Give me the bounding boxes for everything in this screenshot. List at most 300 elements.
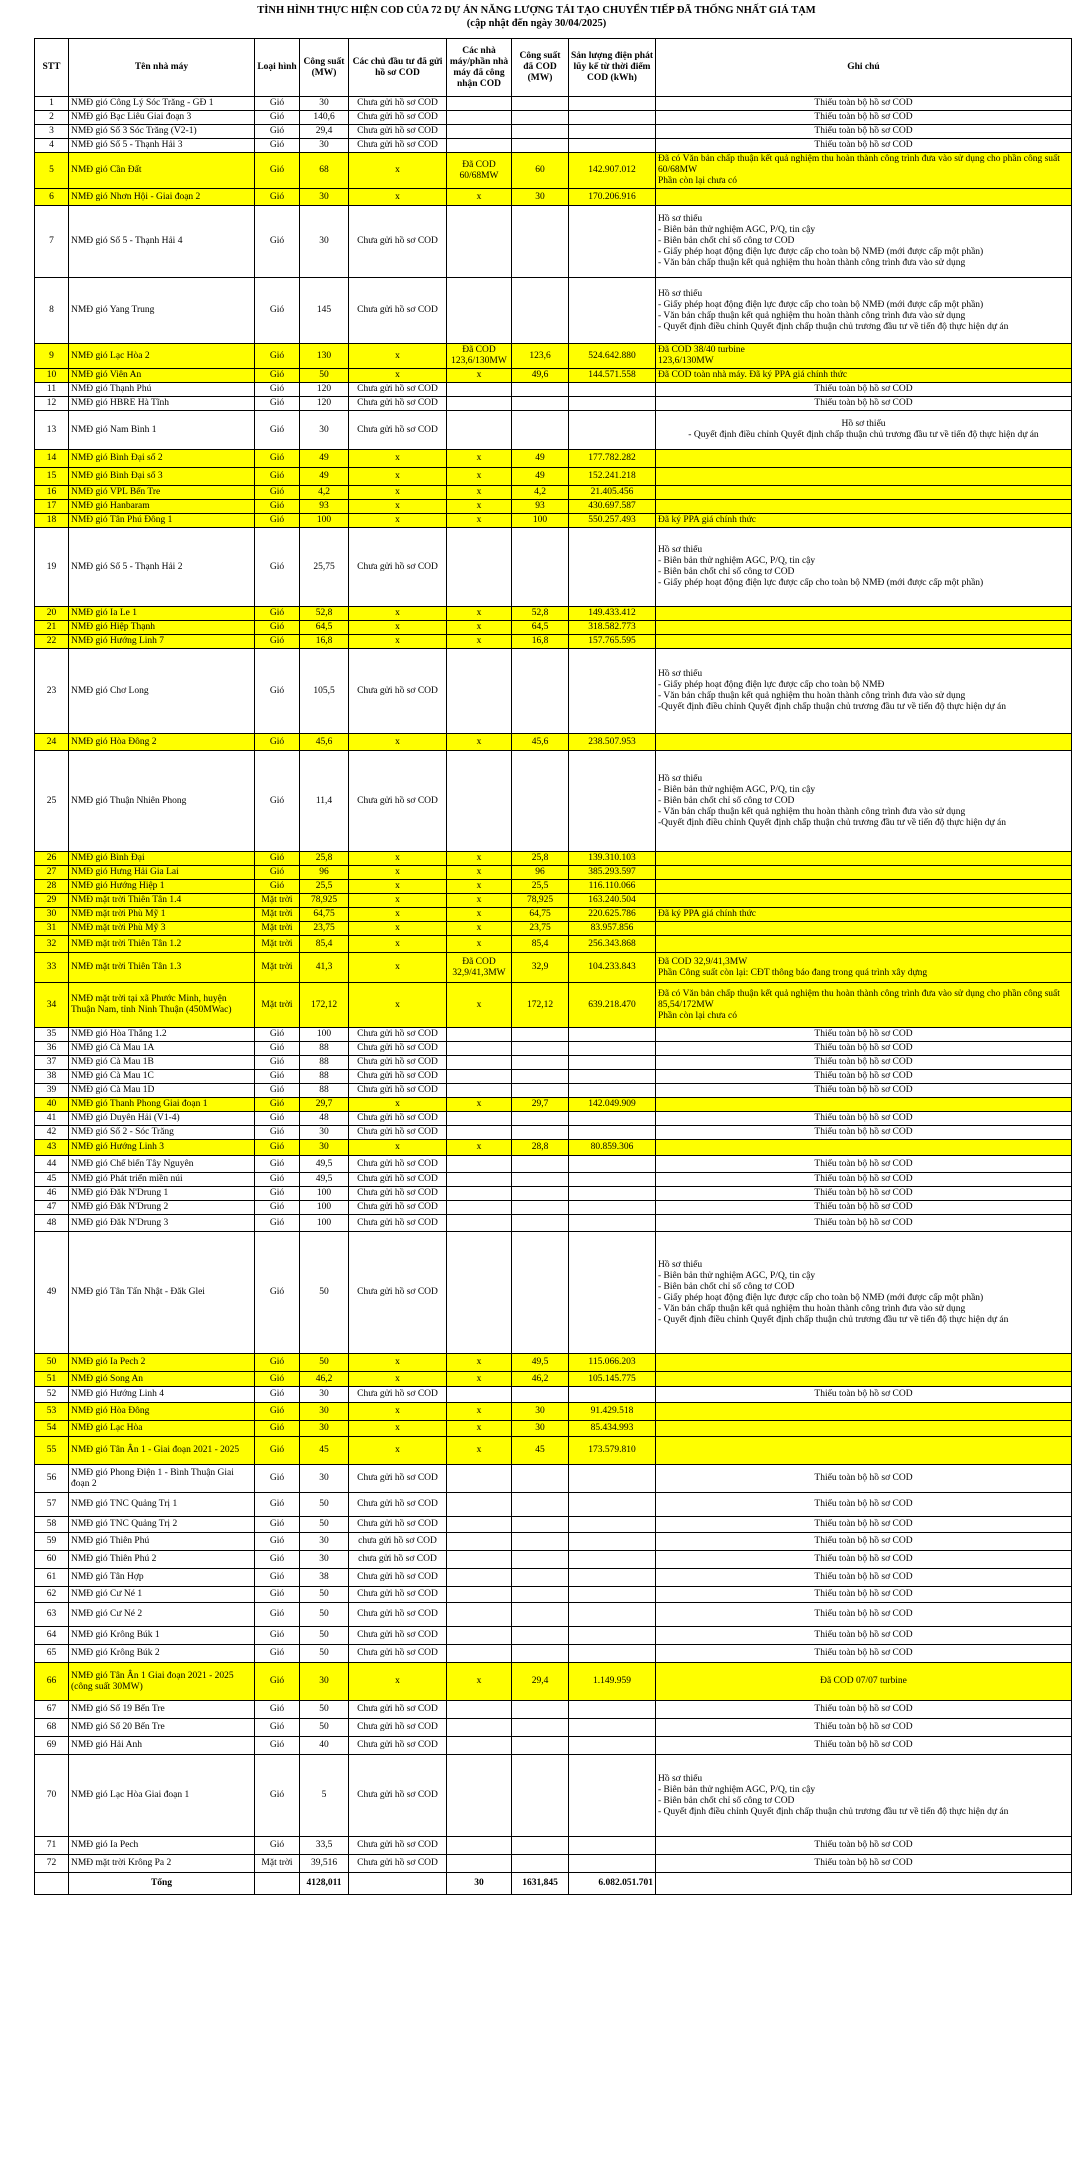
cell-energy (569, 1837, 656, 1855)
cell-sent-status: Chưa gửi hồ sơ COD (349, 1387, 447, 1403)
cell-cod-capacity: 4,2 (512, 486, 569, 500)
cell-type: Gió (255, 383, 300, 397)
cell-type: Gió (255, 139, 300, 153)
cell-recognized (447, 1232, 512, 1354)
cell-capacity: 48 (300, 1112, 349, 1126)
cell-type: Gió (255, 852, 300, 866)
cell-cod-capacity (512, 1156, 569, 1173)
cell-note (656, 450, 1072, 468)
table-row (35, 344, 1072, 369)
cell-note: Thiếu toàn bộ hồ sơ COD (656, 1493, 1072, 1517)
cell-energy: 177.782.282 (569, 450, 656, 468)
cell-plant-name: NMĐ mặt trời Phù Mỹ 1 (69, 908, 255, 922)
cell-sent-status: Chưa gửi hồ sơ COD (349, 97, 447, 111)
cell-sent-status: Chưa gửi hồ sơ COD (349, 1028, 447, 1042)
table-row (35, 1070, 1072, 1084)
total-energy: 6.082.051.701 (569, 1873, 656, 1895)
cell-capacity: 50 (300, 1517, 349, 1533)
cell-recognized (447, 649, 512, 734)
cell-type: Gió (255, 1627, 300, 1645)
cell-plant-name: NMĐ gió Tân Hợp (69, 1569, 255, 1587)
cell-sent-status: x (349, 1372, 447, 1387)
cell-stt: 11 (35, 383, 69, 397)
cell-sent-status: x (349, 936, 447, 953)
header-cod-capacity: Công suất đã COD (MW) (512, 39, 569, 97)
cell-stt: 70 (35, 1755, 69, 1837)
table-row (35, 514, 1072, 528)
cell-type: Gió (255, 97, 300, 111)
cell-sent-status: chưa gửi hồ sơ COD (349, 1533, 447, 1551)
cell-capacity: 30 (300, 1403, 349, 1421)
cell-cod-capacity (512, 649, 569, 734)
cell-sent-status: x (349, 635, 447, 649)
table-row (35, 97, 1072, 111)
cell-sent-status: Chưa gửi hồ sơ COD (349, 1493, 447, 1517)
table-row (35, 125, 1072, 139)
cell-recognized: Đã COD 60/68MW (447, 153, 512, 189)
table-row (35, 1112, 1072, 1126)
cell-recognized (447, 97, 512, 111)
cell-note (656, 866, 1072, 880)
cell-type: Gió (255, 1354, 300, 1372)
table-row (35, 1215, 1072, 1232)
table-row (35, 1755, 1072, 1837)
cell-cod-capacity (512, 206, 569, 278)
cell-stt: 7 (35, 206, 69, 278)
cell-note: Hồ sơ thiếu - Giấy phép hoạt động điện lực được cấp cho toàn bộ NMĐ (mới được cấp một phần) - Văn bản chấp thuận kết quả nghiệm thu hoàn thành công trình đưa vào sử dụng - Quyết định điều chỉnh Quyết định chấp thuận chủ trương đầu tư về tiến độ thực hiện dự án (656, 278, 1072, 344)
cell-stt: 5 (35, 153, 69, 189)
cell-stt: 63 (35, 1603, 69, 1627)
cell-stt: 60 (35, 1551, 69, 1569)
cell-note: Hồ sơ thiếu - Biên bản thử nghiệm AGC, P/Q, tin cậy - Biên bản chốt chỉ số công tơ COD - Giấy phép hoạt động điện lực được cấp cho toàn bộ NMĐ (mới được cấp một phần) - Văn bản chấp thuận kết quả nghiệm thu hoàn thành công trình đưa vào sử dụng (656, 206, 1072, 278)
cell-energy: 139.310.103 (569, 852, 656, 866)
cell-energy: 142.049.909 (569, 1098, 656, 1112)
cell-plant-name: NMĐ gió Cà Mau 1D (69, 1084, 255, 1098)
table-row (35, 1084, 1072, 1098)
cell-recognized (447, 1042, 512, 1056)
cell-type: Gió (255, 1719, 300, 1737)
cell-note: Hồ sơ thiếu - Biên bản thử nghiệm AGC, P/Q, tin cậy - Biên bản chốt chỉ số công tơ COD - Giấy phép hoạt động điện lực được cấp cho toàn bộ NMĐ (mới được cấp một phần) (656, 528, 1072, 607)
cell-capacity: 50 (300, 1587, 349, 1603)
cell-stt: 28 (35, 880, 69, 894)
cell-recognized (447, 1201, 512, 1215)
cell-recognized (447, 111, 512, 125)
cell-recognized (447, 1465, 512, 1493)
cell-cod-capacity: 25,8 (512, 852, 569, 866)
cell-cod-capacity: 45,6 (512, 734, 569, 751)
cell-recognized (447, 411, 512, 450)
cell-note: Thiếu toàn bộ hồ sơ COD (656, 1855, 1072, 1873)
cell-capacity: 30 (300, 206, 349, 278)
cell-type: Gió (255, 1201, 300, 1215)
cell-type: Gió (255, 528, 300, 607)
cell-plant-name: NMĐ mặt trời Thiên Tân 1.3 (69, 953, 255, 983)
cell-type: Gió (255, 1837, 300, 1855)
table-row (35, 866, 1072, 880)
cell-type: Gió (255, 1028, 300, 1042)
table-row (35, 1437, 1072, 1465)
cell-note: Hồ sơ thiếu - Quyết định điều chỉnh Quyết định chấp thuận chủ trương đầu tư về tiến độ thực hiện dự án (656, 411, 1072, 450)
cell-stt: 46 (35, 1187, 69, 1201)
cell-recognized: Đã COD 32,9/41,3MW (447, 953, 512, 983)
cell-energy: 91.429.518 (569, 1403, 656, 1421)
cell-plant-name: NMĐ gió Đăk N'Drung 1 (69, 1187, 255, 1201)
cell-recognized (447, 1070, 512, 1084)
cell-energy (569, 1517, 656, 1533)
cell-note: Thiếu toàn bộ hồ sơ COD (656, 383, 1072, 397)
cell-recognized: x (447, 1140, 512, 1156)
cell-note: Thiếu toàn bộ hồ sơ COD (656, 1215, 1072, 1232)
cell-sent-status: Chưa gửi hồ sơ COD (349, 1201, 447, 1215)
cell-capacity: 30 (300, 1551, 349, 1569)
cell-energy: 83.957.856 (569, 922, 656, 936)
cell-cod-capacity: 32,9 (512, 953, 569, 983)
cell-sent-status: Chưa gửi hồ sơ COD (349, 1719, 447, 1737)
cell-energy (569, 1084, 656, 1098)
cell-cod-capacity: 123,6 (512, 344, 569, 369)
cell-capacity: 50 (300, 1645, 349, 1663)
cell-sent-status: x (349, 1354, 447, 1372)
cell-cod-capacity: 85,4 (512, 936, 569, 953)
cell-cod-capacity (512, 1737, 569, 1755)
table-row (35, 922, 1072, 936)
table-row (35, 111, 1072, 125)
cell-capacity: 5 (300, 1755, 349, 1837)
cell-sent-status: x (349, 607, 447, 621)
cell-note: Thiếu toàn bộ hồ sơ COD (656, 1701, 1072, 1719)
cell-cod-capacity: 49 (512, 468, 569, 486)
cell-energy: 1.149.959 (569, 1663, 656, 1701)
cell-type: Gió (255, 607, 300, 621)
cell-recognized: x (447, 369, 512, 383)
cell-capacity: 100 (300, 1028, 349, 1042)
cell-note: Thiếu toàn bộ hồ sơ COD (656, 1465, 1072, 1493)
cell-stt: 53 (35, 1403, 69, 1421)
cell-plant-name: NMĐ gió Hanbaram (69, 500, 255, 514)
cell-type: Gió (255, 734, 300, 751)
cell-sent-status: Chưa gửi hồ sơ COD (349, 1837, 447, 1855)
cell-energy (569, 1070, 656, 1084)
table-row (35, 649, 1072, 734)
cell-recognized: x (447, 607, 512, 621)
cell-sent-status: x (349, 514, 447, 528)
cell-stt: 68 (35, 1719, 69, 1737)
cell-type: Gió (255, 1070, 300, 1084)
cell-energy: 21.405.456 (569, 486, 656, 500)
cell-plant-name: NMĐ gió Tân Ân 1 Giai đoạn 2021 - 2025 (công suất 30MW) (69, 1663, 255, 1701)
cell-recognized (447, 1084, 512, 1098)
table-row (35, 880, 1072, 894)
cell-recognized (447, 1627, 512, 1645)
cell-type: Gió (255, 1569, 300, 1587)
table-row (35, 206, 1072, 278)
cell-type: Mặt trời (255, 922, 300, 936)
table-row (35, 1140, 1072, 1156)
cell-stt: 57 (35, 1493, 69, 1517)
cell-sent-status: Chưa gửi hồ sơ COD (349, 1070, 447, 1084)
cell-note (656, 936, 1072, 953)
cell-note: Hồ sơ thiếu - Biên bản thử nghiệm AGC, P/Q, tin cậy - Biên bản chốt chỉ số công tơ COD - Văn bản chấp thuận kết quả nghiệm thu hoàn thành công trình đưa vào sử dụng -Quyết định điều chỉnh Quyết định chấp thuận chủ trương đầu tư về tiến độ thực hiện dự án (656, 751, 1072, 852)
cell-capacity: 52,8 (300, 607, 349, 621)
cell-recognized (447, 1837, 512, 1855)
cell-plant-name: NMĐ gió Thiên Phú (69, 1533, 255, 1551)
cell-cod-capacity (512, 1855, 569, 1873)
cell-type: Gió (255, 514, 300, 528)
cell-plant-name: NMĐ gió Thạnh Phú (69, 383, 255, 397)
cell-energy: 105.145.775 (569, 1372, 656, 1387)
cell-energy (569, 1737, 656, 1755)
cell-cod-capacity (512, 1517, 569, 1533)
cell-plant-name: NMĐ gió Hướng Linh 4 (69, 1387, 255, 1403)
table-row (35, 1126, 1072, 1140)
cell-stt: 54 (35, 1421, 69, 1437)
cell-type: Gió (255, 1173, 300, 1187)
cell-energy (569, 1755, 656, 1837)
cell-sent-status: x (349, 486, 447, 500)
cell-stt: 62 (35, 1587, 69, 1603)
cell-note: Thiếu toàn bộ hồ sơ COD (656, 1627, 1072, 1645)
cell-stt: 66 (35, 1663, 69, 1701)
cell-energy: 152.241.218 (569, 468, 656, 486)
cell-cod-capacity (512, 1719, 569, 1737)
cell-type: Gió (255, 1126, 300, 1140)
cell-sent-status: Chưa gửi hồ sơ COD (349, 1173, 447, 1187)
cell-capacity: 29,7 (300, 1098, 349, 1112)
cell-recognized: x (447, 936, 512, 953)
cell-energy (569, 1232, 656, 1354)
cell-capacity: 30 (300, 1421, 349, 1437)
cell-recognized: x (447, 189, 512, 206)
table-row (35, 528, 1072, 607)
cell-plant-name: NMĐ gió Cà Mau 1A (69, 1042, 255, 1056)
cell-cod-capacity: 49 (512, 450, 569, 468)
cell-energy (569, 1215, 656, 1232)
cell-type: Gió (255, 486, 300, 500)
cell-sent-status: Chưa gửi hồ sơ COD (349, 1737, 447, 1755)
cell-sent-status: x (349, 953, 447, 983)
cell-recognized: x (447, 621, 512, 635)
cell-note: Thiếu toàn bộ hồ sơ COD (656, 1156, 1072, 1173)
cell-note: Thiếu toàn bộ hồ sơ COD (656, 1187, 1072, 1201)
cell-cod-capacity (512, 1042, 569, 1056)
cell-type: Gió (255, 880, 300, 894)
cell-recognized (447, 1493, 512, 1517)
cell-type: Gió (255, 1493, 300, 1517)
cell-type: Gió (255, 1551, 300, 1569)
cell-capacity: 33,5 (300, 1837, 349, 1855)
table-row (35, 1173, 1072, 1187)
cell-plant-name: NMĐ gió Phát triển miền núi (69, 1173, 255, 1187)
cell-sent-status: Chưa gửi hồ sơ COD (349, 139, 447, 153)
cell-energy (569, 411, 656, 450)
cell-cod-capacity (512, 1112, 569, 1126)
cell-recognized (447, 1645, 512, 1663)
table-row (35, 1387, 1072, 1403)
cell-cod-capacity (512, 1387, 569, 1403)
cell-stt: 12 (35, 397, 69, 411)
cell-note: Thiếu toàn bộ hồ sơ COD (656, 1719, 1072, 1737)
cell-plant-name: NMĐ gió Yang Trung (69, 278, 255, 344)
cell-type: Gió (255, 1517, 300, 1533)
table-row (35, 189, 1072, 206)
header-recognized: Các nhà máy/phần nhà máy đã công nhận COD (447, 39, 512, 97)
cell-plant-name: NMĐ gió Ia Pech (69, 1837, 255, 1855)
cell-plant-name: NMĐ gió Nhơn Hội - Giai đoạn 2 (69, 189, 255, 206)
cell-sent-status: Chưa gửi hồ sơ COD (349, 751, 447, 852)
cell-capacity: 50 (300, 1232, 349, 1354)
cell-plant-name: NMĐ gió Cà Mau 1B (69, 1056, 255, 1070)
header-capacity: Công suất (MW) (300, 39, 349, 97)
cell-note: Đã có Văn bản chấp thuận kết quả nghiệm thu hoàn thành công trình đưa vào sử dụng cho phần công suất 60/68MW Phần còn lại chưa có (656, 153, 1072, 189)
cell-cod-capacity (512, 397, 569, 411)
cell-type: Gió (255, 397, 300, 411)
cell-sent-status: Chưa gửi hồ sơ COD (349, 1056, 447, 1070)
cell-plant-name: NMĐ gió Số 5 - Thạnh Hải 3 (69, 139, 255, 153)
cell-stt: 64 (35, 1627, 69, 1645)
header-name: Tên nhà máy (69, 39, 255, 97)
cell-plant-name: NMĐ gió Duyên Hải (V1-4) (69, 1112, 255, 1126)
cell-cod-capacity: 30 (512, 1421, 569, 1437)
cell-capacity: 25,8 (300, 852, 349, 866)
cell-note: Thiếu toàn bộ hồ sơ COD (656, 125, 1072, 139)
cell-energy (569, 206, 656, 278)
cell-stt: 39 (35, 1084, 69, 1098)
cell-recognized: x (447, 1437, 512, 1465)
cell-type: Gió (255, 344, 300, 369)
cell-sent-status: Chưa gửi hồ sơ COD (349, 411, 447, 450)
cell-type: Gió (255, 1737, 300, 1755)
cell-recognized: x (447, 1403, 512, 1421)
cell-note (656, 635, 1072, 649)
cell-stt: 27 (35, 866, 69, 880)
cell-energy (569, 1719, 656, 1737)
cell-sent-status: Chưa gửi hồ sơ COD (349, 1232, 447, 1354)
cell-recognized (447, 528, 512, 607)
cell-plant-name: NMĐ gió Thuận Nhiên Phong (69, 751, 255, 852)
cell-type: Gió (255, 649, 300, 734)
cell-sent-status: Chưa gửi hồ sơ COD (349, 1627, 447, 1645)
cell-capacity: 25,5 (300, 880, 349, 894)
cell-capacity: 145 (300, 278, 349, 344)
cell-energy: 115.066.203 (569, 1354, 656, 1372)
cell-stt: 56 (35, 1465, 69, 1493)
cell-plant-name: NMĐ gió TNC Quảng Trị 1 (69, 1493, 255, 1517)
cell-energy (569, 1855, 656, 1873)
table-row (35, 1533, 1072, 1551)
cell-energy (569, 1156, 656, 1173)
cell-cod-capacity: 28,8 (512, 1140, 569, 1156)
table-row (35, 1354, 1072, 1372)
cell-type: Gió (255, 1437, 300, 1465)
cell-type: Gió (255, 278, 300, 344)
cell-plant-name: NMĐ gió Chơ Long (69, 649, 255, 734)
table-row (35, 621, 1072, 635)
cell-recognized (447, 1156, 512, 1173)
cell-energy (569, 139, 656, 153)
cell-capacity: 50 (300, 1627, 349, 1645)
cell-cod-capacity (512, 97, 569, 111)
cell-type: Gió (255, 1232, 300, 1354)
cell-energy (569, 1201, 656, 1215)
header-energy: Sản lượng điện phát lũy kế từ thời điểm COD (kWh) (569, 39, 656, 97)
cell-plant-name: NMĐ gió Số 5 - Thạnh Hải 4 (69, 206, 255, 278)
table-row (35, 1855, 1072, 1873)
cell-capacity: 172,12 (300, 983, 349, 1028)
cell-type: Gió (255, 1372, 300, 1387)
cell-note: Thiếu toàn bộ hồ sơ COD (656, 1042, 1072, 1056)
cell-type: Gió (255, 1465, 300, 1493)
cell-plant-name: NMĐ gió Ia Pech 2 (69, 1354, 255, 1372)
cell-plant-name: NMĐ gió Krông Búk 1 (69, 1627, 255, 1645)
cell-capacity: 50 (300, 1701, 349, 1719)
cell-stt: 35 (35, 1028, 69, 1042)
cell-stt: 10 (35, 369, 69, 383)
cell-cod-capacity (512, 139, 569, 153)
cell-type: Gió (255, 450, 300, 468)
cell-note: Thiếu toàn bộ hồ sơ COD (656, 1837, 1072, 1855)
cell-type: Gió (255, 468, 300, 486)
cell-stt: 34 (35, 983, 69, 1028)
cell-recognized: x (447, 1421, 512, 1437)
table-row (35, 751, 1072, 852)
cell-energy: 430.697.587 (569, 500, 656, 514)
cell-recognized (447, 1719, 512, 1737)
cell-cod-capacity: 16,8 (512, 635, 569, 649)
cell-sent-status: Chưa gửi hồ sơ COD (349, 1569, 447, 1587)
cell-capacity: 105,5 (300, 649, 349, 734)
cell-cod-capacity (512, 1465, 569, 1493)
table-row (35, 894, 1072, 908)
cell-stt: 19 (35, 528, 69, 607)
cell-sent-status: Chưa gửi hồ sơ COD (349, 397, 447, 411)
cell-note (656, 1354, 1072, 1372)
cell-cod-capacity: 96 (512, 866, 569, 880)
cell-energy (569, 278, 656, 344)
cell-energy: 256.343.868 (569, 936, 656, 953)
header-row (35, 39, 1072, 97)
cell-note: Đã COD 38/40 turbine 123,6/130MW (656, 344, 1072, 369)
cell-recognized (447, 1173, 512, 1187)
cell-plant-name: NMĐ gió HBRE Hà Tĩnh (69, 397, 255, 411)
cell-energy: 550.257.493 (569, 514, 656, 528)
cell-plant-name: NMĐ mặt trời Thiên Tân 1.2 (69, 936, 255, 953)
cell-note: Đã ký PPA giá chính thức (656, 514, 1072, 528)
cell-cod-capacity: 46,2 (512, 1372, 569, 1387)
cell-cod-capacity (512, 1755, 569, 1837)
cell-capacity: 30 (300, 1533, 349, 1551)
cell-energy (569, 1603, 656, 1627)
cell-recognized (447, 1517, 512, 1533)
cell-stt: 24 (35, 734, 69, 751)
cell-capacity: 120 (300, 383, 349, 397)
table-row (35, 1737, 1072, 1755)
cell-note: Thiếu toàn bộ hồ sơ COD (656, 397, 1072, 411)
cell-capacity: 30 (300, 1663, 349, 1701)
cell-capacity: 100 (300, 1215, 349, 1232)
table-row (35, 1645, 1072, 1663)
cell-cod-capacity (512, 1215, 569, 1232)
cell-stt: 14 (35, 450, 69, 468)
table-row (35, 1372, 1072, 1387)
table-row (35, 1587, 1072, 1603)
cell-cod-capacity: 29,4 (512, 1663, 569, 1701)
header-sent: Các chủ đầu tư đã gửi hồ sơ COD (349, 39, 447, 97)
cell-note: Thiếu toàn bộ hồ sơ COD (656, 1551, 1072, 1569)
cell-recognized (447, 1056, 512, 1070)
cell-cod-capacity (512, 1569, 569, 1587)
table-row (35, 397, 1072, 411)
cell-capacity: 11,4 (300, 751, 349, 852)
